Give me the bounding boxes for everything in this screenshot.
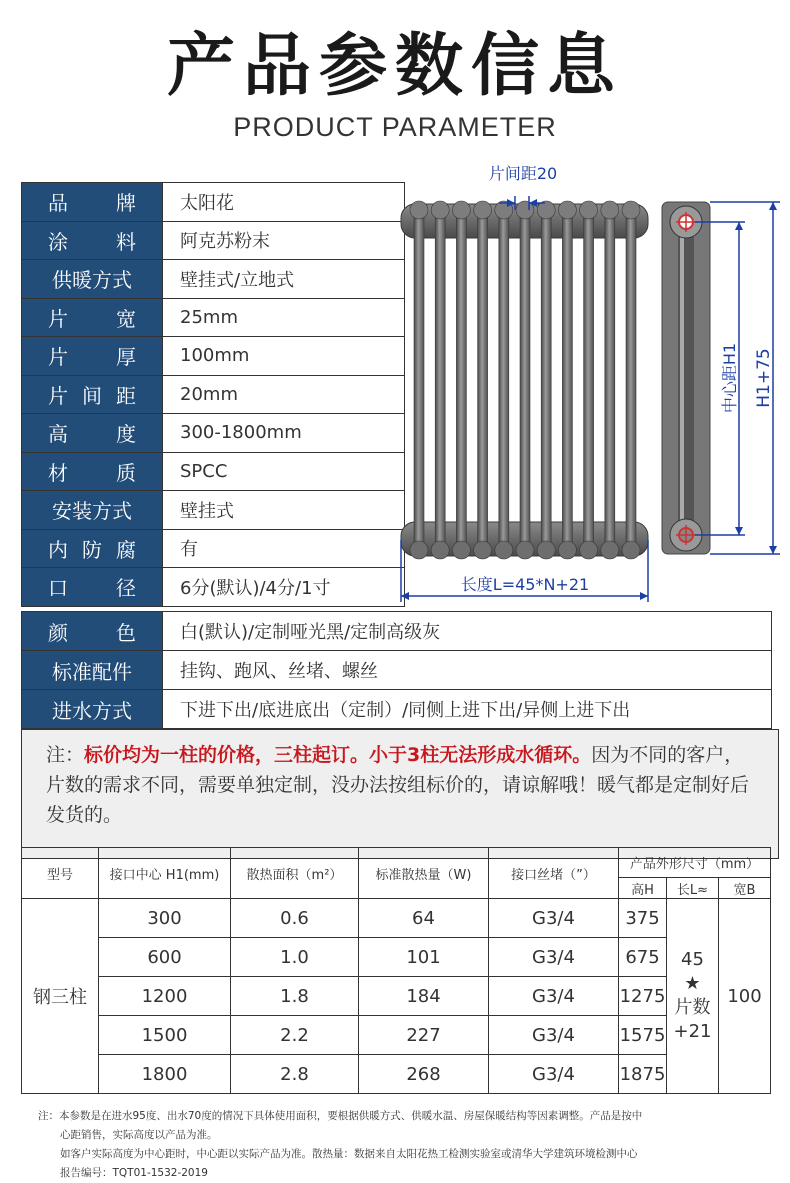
length-dimension-label: 长度L=45*N+21 <box>460 575 590 594</box>
heat-cell: 184 <box>359 977 489 1016</box>
spec-value: 25mm <box>163 298 405 337</box>
length-formula-line: ★ <box>684 973 701 994</box>
col-header-width: 宽B <box>719 878 771 899</box>
wide-spec-label: 标准配件 <box>52 659 132 684</box>
height-dimension-label: H1+75 <box>754 348 774 408</box>
area-cell: 1.8 <box>231 977 359 1016</box>
radiator-diagram <box>395 160 790 610</box>
spec-label-cell <box>22 375 163 414</box>
spec-row <box>22 529 405 568</box>
spec-label-cell <box>22 260 163 299</box>
high-cell: 375 <box>619 899 667 938</box>
spec-row <box>22 337 405 376</box>
thread-cell: G3/4 <box>489 938 619 977</box>
spec-label-cell <box>22 529 163 568</box>
footnote <box>38 1107 758 1183</box>
wide-spec-label-cell <box>22 690 163 729</box>
heat-cell: 268 <box>359 1055 489 1094</box>
spec-label: 片 间 距 <box>48 383 136 408</box>
page-subtitle: PRODUCT PARAMETER <box>233 112 557 142</box>
length-formula-cell <box>667 899 719 1094</box>
wide-spec-row <box>22 612 772 651</box>
spec-label-cell <box>22 221 163 260</box>
col-header-heat: 标准散热量（W) <box>359 848 489 899</box>
footnote-line: 报告编号：TQT01-1532-2019 <box>60 1167 208 1179</box>
wide-spec-value: 下进下出/底进底出（定制）/同侧上进下出/异侧上进下出 <box>163 690 772 729</box>
spec-label: 供暖方式 <box>52 268 132 293</box>
spec-table <box>21 182 405 607</box>
col-header-model: 型号 <box>22 848 99 899</box>
length-formula-line: 45 <box>681 949 704 970</box>
spec-row <box>22 568 405 607</box>
thread-cell: G3/4 <box>489 1016 619 1055</box>
spec-label: 涂 料 <box>48 229 136 254</box>
heat-cell: 227 <box>359 1016 489 1055</box>
spec-label: 片 厚 <box>48 345 136 370</box>
area-cell: 1.0 <box>231 938 359 977</box>
radiator-side-view <box>662 202 710 554</box>
spec-label: 内 防 腐 <box>48 537 136 562</box>
spec-label: 品 牌 <box>48 191 136 216</box>
high-cell: 1275 <box>619 977 667 1016</box>
spec-row <box>22 183 405 222</box>
spec-row <box>22 414 405 453</box>
spec-label: 高 度 <box>48 422 136 447</box>
col-header-area: 散热面积（m²） <box>231 848 359 899</box>
wide-spec-label-cell <box>22 651 163 690</box>
spec-label: 片 宽 <box>48 306 136 331</box>
note-warning: 标价均为一柱的价格，三柱起订。小于3柱无法形成水循环。 <box>84 744 592 766</box>
length-formula-line: +21 <box>673 1021 712 1042</box>
spec-label-cell <box>22 568 163 607</box>
spec-value: 壁挂式 <box>163 491 405 530</box>
spec-value: 300-1800mm <box>163 414 405 453</box>
spec-row <box>22 221 405 260</box>
area-cell: 2.8 <box>231 1055 359 1094</box>
center-cell: 300 <box>99 899 231 938</box>
spec-label: 材 质 <box>48 460 136 485</box>
center-cell: 1800 <box>99 1055 231 1094</box>
spec-value: 6分(默认)/4分/1寸 <box>163 568 405 607</box>
spec-value: 太阳花 <box>163 183 405 222</box>
spec-value: 阿克苏粉末 <box>163 221 405 260</box>
spec-row <box>22 491 405 530</box>
spec-label-cell <box>22 183 163 222</box>
spec-row <box>22 260 405 299</box>
spec-label-cell <box>22 298 163 337</box>
width-cell: 100 <box>719 899 771 1094</box>
spec-label: 安装方式 <box>52 499 132 524</box>
heat-cell: 101 <box>359 938 489 977</box>
spec-label: 口 径 <box>48 576 136 601</box>
length-formula-line: 片数 <box>674 997 711 1018</box>
col-header-thread: 接口丝堵（”） <box>489 848 619 899</box>
col-header-center: 接口中心 H1(mm) <box>99 848 231 899</box>
wide-spec-label: 颜 色 <box>48 620 136 645</box>
spec-label-cell <box>22 452 163 491</box>
footnote-line: 如客户实际高度为中心距时，中心距以实际产品为准。散热量：数据来自太阳花热工检测实验室或清华大学建筑环境检测中心 <box>60 1148 638 1160</box>
area-cell: 2.2 <box>231 1016 359 1055</box>
spec-value: 20mm <box>163 375 405 414</box>
thread-cell: G3/4 <box>489 1055 619 1094</box>
wide-spec-label-cell <box>22 612 163 651</box>
spec-value: 有 <box>163 529 405 568</box>
model-name-cell: 钢三柱 <box>22 899 99 1094</box>
wide-spec-value: 白(默认)/定制哑光黑/定制高级灰 <box>163 612 772 651</box>
area-cell: 0.6 <box>231 899 359 938</box>
spec-row <box>22 375 405 414</box>
footnote-line: 心距销售，实际高度以产品为准。 <box>60 1129 218 1141</box>
center-cell: 600 <box>99 938 231 977</box>
wide-spec-value: 挂钩、跑风、丝堵、螺丝 <box>163 651 772 690</box>
wide-spec-row <box>22 690 772 729</box>
spacing-dimension-label: 片间距20 <box>488 164 558 183</box>
center-cell: 1500 <box>99 1016 231 1055</box>
spec-row <box>22 452 405 491</box>
center-distance-label: 中心距H1 <box>720 342 739 414</box>
spec-label-cell <box>22 337 163 376</box>
heat-cell: 64 <box>359 899 489 938</box>
page-title: 产品参数信息 <box>166 27 623 106</box>
radiator-front-view <box>401 201 648 559</box>
high-cell: 1575 <box>619 1016 667 1055</box>
pricing-note <box>21 729 779 859</box>
col-header-high: 高H <box>619 878 667 899</box>
col-header-long: 长L≈ <box>667 878 719 899</box>
footnote-line: 注：本参数是在进水95度、出水70度的情况下具体使用面积，要根据供暖方式、供暖水温、房屋保暖结构等因素调整。产品是按中 <box>38 1110 643 1122</box>
spec-label-cell <box>22 414 163 453</box>
spec-row <box>22 298 405 337</box>
center-cell: 1200 <box>99 977 231 1016</box>
high-cell: 1875 <box>619 1055 667 1094</box>
wide-spec-row <box>22 651 772 690</box>
high-cell: 675 <box>619 938 667 977</box>
thread-cell: G3/4 <box>489 977 619 1016</box>
spec-label-cell <box>22 491 163 530</box>
model-data-table <box>21 847 771 1094</box>
note-text: 因为不同的客户，片数的需求不同，需要单独定制，没办法按组标价的，请谅解哦！暖气都是定制好后发货的。 <box>46 744 750 826</box>
note-prefix: 注： <box>46 744 85 766</box>
wide-spec-label: 进水方式 <box>52 698 132 723</box>
spec-value: 100mm <box>163 337 405 376</box>
spec-value: 壁挂式/立地式 <box>163 260 405 299</box>
wide-spec-table <box>21 611 772 729</box>
spec-value: SPCC <box>163 452 405 491</box>
col-header-size: 产品外形尺寸（mm） <box>619 848 771 878</box>
thread-cell: G3/4 <box>489 899 619 938</box>
